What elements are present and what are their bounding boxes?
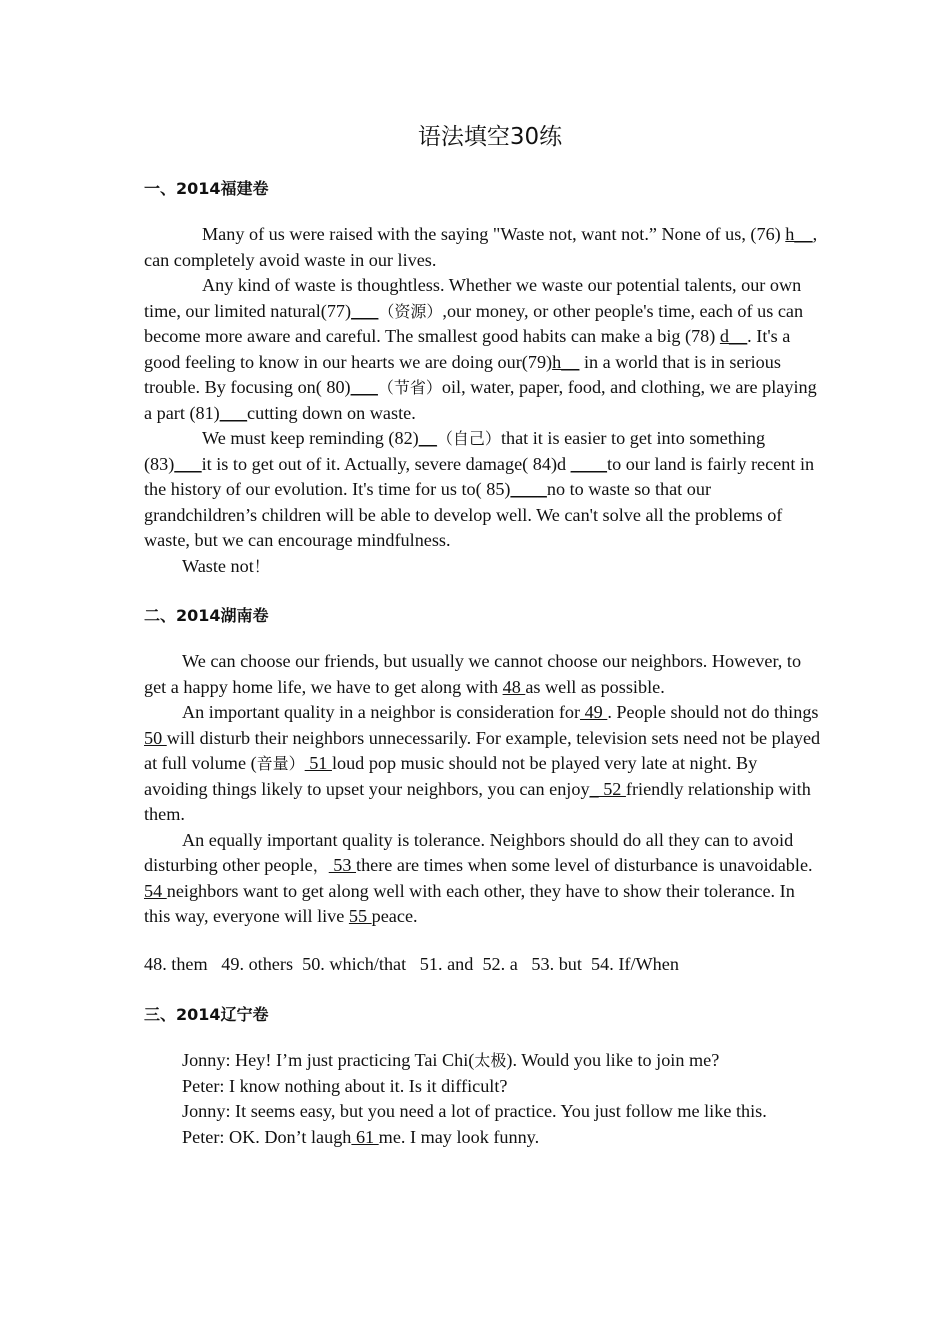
text-run: cutting down on waste. <box>247 402 416 423</box>
dialogue-line <box>182 1074 882 1100</box>
text-run: （节省） <box>377 378 442 397</box>
section-body-fujian <box>144 222 824 579</box>
blank-underline: h__ <box>785 224 813 244</box>
blank-underline: 48 <box>502 676 526 697</box>
text-run: An equally important quality is tolerance. Neighbors should do all they can to avoid disturbing other people <box>144 829 794 875</box>
text-run: ， <box>312 856 329 875</box>
blank-underline: ____ <box>510 479 547 499</box>
blank-underline: d__ <box>719 326 748 346</box>
blank-underline: 54 <box>144 880 167 901</box>
paragraph <box>144 554 824 580</box>
blank-underline: 53 <box>328 855 357 875</box>
text-run: peace. <box>371 906 418 926</box>
dialogue-line <box>182 1125 882 1151</box>
text-run: ！ <box>253 556 270 576</box>
paragraph <box>144 222 824 273</box>
blank-underline: ___ <box>350 377 378 397</box>
paragraph <box>144 649 824 700</box>
blank-underline: _ 52 <box>589 778 626 799</box>
text-run: me. I may look funny. <box>378 1126 540 1147</box>
blank-underline: ___ <box>351 300 379 321</box>
text-run: 太极 <box>474 1051 507 1070</box>
text-run: it is to get out of it. Actually, severe damage( 84)d <box>201 453 571 474</box>
blank-underline: 51 <box>304 753 332 773</box>
blank-underline: ____ <box>570 453 608 474</box>
text-run: that it is easier to get into something (83) <box>144 428 766 474</box>
text-run: Jonny: Hey! I’m just practicing Tai Chi( <box>182 1050 475 1070</box>
text-run: We can choose our friends, but usually we cannot choose our neighbors. However, to get a happy home life, we have to get along with <box>144 651 802 697</box>
section-heading-liaoning: 三、2014辽宁卷 <box>144 1005 269 1024</box>
answer-key: 48. them 49. others 50. which/that 51. and 52. a 53. but 54. If/When <box>144 954 679 974</box>
text-run: Waste not <box>182 555 254 576</box>
paragraph <box>144 828 824 930</box>
blank-underline: 49 <box>580 702 608 722</box>
text-run: , can completely avoid waste in our lives. <box>144 224 818 270</box>
text-run: ,our money, or other people's time, each of us can become more aware and careful. The smallest good habits can make a big (78) <box>144 300 804 346</box>
blank-underline: ___ <box>174 453 202 474</box>
text-run: neighbors want to get along well with each other, they have to show their tolerance. In this way, everyone will live <box>144 880 795 926</box>
text-run: An important quality in a neighbor is consideration for <box>182 702 581 722</box>
paragraph <box>144 273 824 426</box>
blank-underline: 50 <box>144 727 167 748</box>
text-run: oil, water, paper, food, and clothing, we are playing a part (81) <box>144 377 817 423</box>
text-run: in a world that is in serious trouble. By focusing on( 80) <box>144 351 781 397</box>
page-title: 语法填空30练 <box>417 124 563 150</box>
blank-underline: h__ <box>552 351 580 372</box>
text-run: Many of us were raised with the saying "Waste not, want not.” None of us, (76) <box>202 224 786 244</box>
text-run: no to waste so that our grandchildren’s children will be able to develop well. We can't solve all the problems of waste, but we can encourage mindfulness. <box>144 479 783 550</box>
blank-underline: 61 <box>351 1126 379 1147</box>
dialogue-line <box>182 1048 882 1074</box>
blank-underline: 55 <box>348 906 372 926</box>
text-run: We must keep reminding (82) <box>202 428 419 448</box>
section-heading-fujian: 一、2014福建卷 <box>144 179 269 198</box>
dialogue-line <box>182 1099 882 1125</box>
text-run: Any kind of waste is thoughtless. Whether we waste our potential talents, our own time, our limited natural(77) <box>144 275 802 321</box>
paragraph <box>144 426 824 554</box>
dialogue <box>144 1048 882 1150</box>
text-run: Peter: OK. Don’t laugh <box>182 1126 352 1147</box>
section-heading-hunan: 二、2014湖南卷 <box>144 606 269 625</box>
text-run: （自己） <box>436 429 501 448</box>
text-run: as well as possible. <box>525 676 665 697</box>
text-run: loud pop music should not be played very late at night. By avoiding things likely to upset your neighbors, you can enjoy <box>144 753 758 799</box>
section-body-hunan <box>144 649 824 930</box>
text-run: will disturb their neighbors unnecessarily. For example, television sets need not be played at full volume ( <box>144 727 821 773</box>
text-run: 音量） <box>256 754 305 773</box>
text-run: friendly relationship with them. <box>144 778 811 824</box>
text-run: to our land is fairly recent in the history of our evolution. It's time for us to( 85) <box>144 453 815 499</box>
blank-underline: __ <box>418 428 437 448</box>
text-run: ). Would you like to join me? <box>506 1050 720 1070</box>
text-run: there are times when some level of disturbance is unavoidable. <box>356 855 813 875</box>
text-run: . It's a good feeling to know in our hearts we are doing our(79) <box>144 326 791 372</box>
paragraph <box>144 700 824 828</box>
text-run: Peter: I know nothing about it. Is it difficult? <box>182 1075 508 1096</box>
blank-underline: ___ <box>219 402 248 423</box>
text-run: Jonny: It seems easy, but you need a lot of practice. You just follow me like this. <box>182 1101 767 1121</box>
text-run: （资源） <box>378 301 443 321</box>
text-run: . People should not do things <box>607 702 819 722</box>
